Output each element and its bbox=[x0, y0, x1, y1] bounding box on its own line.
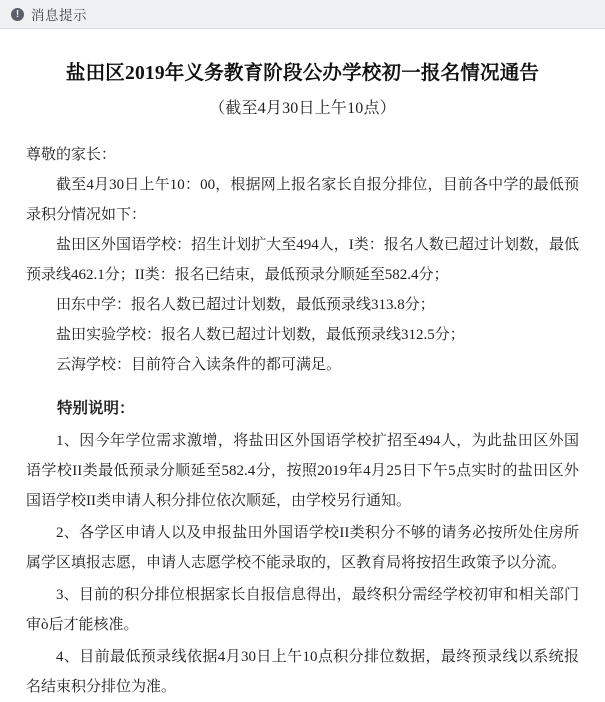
notice-bar bbox=[0, 0, 605, 29]
info-circle-icon: ! bbox=[11, 8, 24, 21]
special-note: 2、各学区申请人以及申报盐田外国语学校II类积分不够的请务必按所处住房所属学区填报志愿，申请人志愿学校不能录取的，区教育局将按招生政策予以分流。 bbox=[26, 525, 579, 572]
notice-bar-label: 消息提示 bbox=[31, 8, 87, 23]
special-note: 3、目前的积分排位根据家长自报信息得出，最终积分需经学校初审和相关部门审ò后才能核准。 bbox=[26, 587, 579, 634]
school-item: 田东中学：报名人数已超过计划数，最低预录线313.8分； bbox=[56, 297, 435, 314]
page-subtitle: （截至4月30日上午10点） bbox=[209, 100, 396, 118]
page-title: 盐田区2019年义务教育阶段公办学校初一报名情况通告 bbox=[65, 63, 540, 84]
intro-paragraph: 截至4月30日上午10：00，根据网上报名家长自报分排位，目前各中学的最低预录积分情况如下： bbox=[26, 177, 579, 224]
school-item: 云海学校：目前符合入读条件的都可满足。 bbox=[56, 357, 342, 374]
special-note: 4、目前最低预录线依据4月30日上午10点积分排位数据，最终预录线以系统报名结束积分排位为准。 bbox=[26, 649, 579, 696]
special-notes-heading: 特别说明： bbox=[57, 400, 135, 418]
special-note: 1、因今年学位需求激增，将盐田区外国语学校扩招至494人，为此盐田区外国语学校II类最低预录分顺延至582.4分，按照2019年4月25日下午5点实时的盐田区外国语学校II类申请人积分排位依次顺延，由学校另行通知。 bbox=[26, 433, 579, 510]
salutation: 尊敬的家长： bbox=[26, 147, 117, 164]
school-item: 盐田区外国语学校：招生计划扩大至494人，I类：报名人数已超过计划数，最低预录线462.1分；II类：报名已结束，最低预录分顺延至582.4分； bbox=[26, 237, 579, 284]
school-item: 盐田实验学校：报名人数已超过计划数，最低预录线312.5分； bbox=[56, 327, 465, 344]
document-body bbox=[0, 29, 605, 702]
